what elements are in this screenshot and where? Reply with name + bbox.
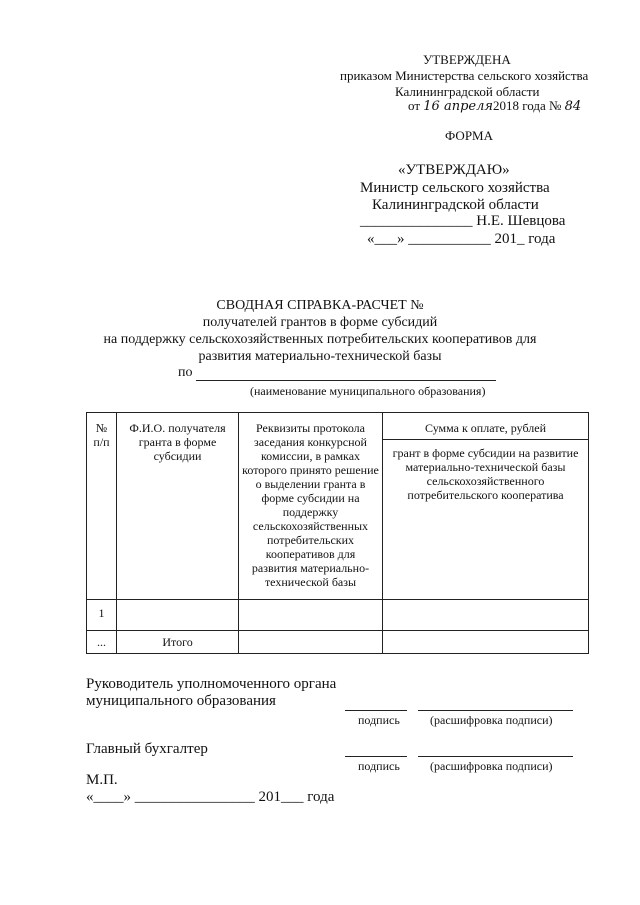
header-sum: Сумма к оплате, рублей bbox=[383, 413, 589, 440]
head-line-2: муниципального образования bbox=[86, 693, 276, 709]
header-rekvizity: Реквизиты протокола заседания конкурсной комиссии, в рамках которого принято решение о выделении гранта в форме субсидии на поддержку сельскохозяйственных потребительских кооперативов для развития материально-технической базы bbox=[239, 413, 383, 600]
po-caption: (наименование муниципального образования) bbox=[250, 384, 486, 398]
head-decoding-underline bbox=[418, 710, 573, 711]
approval-date-mid: 2018 года № bbox=[492, 98, 562, 113]
doc-title-line-1: СВОДНАЯ СПРАВКА-РАСЧЕТ № bbox=[216, 298, 424, 313]
approve-line-2: Калининградской области bbox=[372, 197, 539, 213]
row2-num: ... bbox=[87, 631, 117, 654]
doc-title-line-3: на поддержку сельскохозяйственных потребительских кооперативов для bbox=[103, 332, 537, 347]
header-num: № п/п bbox=[87, 413, 117, 600]
approval-line-3: Калининградской области bbox=[395, 84, 540, 99]
po-label: по bbox=[178, 365, 193, 380]
recipients-table bbox=[86, 412, 589, 654]
doc-title-line-4: развития материально-технической базы bbox=[198, 349, 442, 364]
head-line-1: Руководитель уполномоченного органа bbox=[86, 676, 337, 692]
approve-name: Н.Е. Шевцова bbox=[476, 213, 566, 229]
row1-rekvizity bbox=[239, 600, 383, 631]
approve-date: «___» ___________ 201_ года bbox=[367, 231, 556, 247]
accountant-decoding-caption: (расшифровка подписи) bbox=[430, 759, 553, 773]
form-label: ФОРМА bbox=[445, 128, 493, 143]
row2-sum bbox=[383, 631, 589, 654]
approval-line-1: УТВЕРЖДЕНА bbox=[423, 52, 511, 67]
approve-signature-line: _______________ bbox=[360, 213, 473, 229]
approve-title: «УТВЕРЖДАЮ» bbox=[398, 162, 510, 178]
table-header-row bbox=[87, 413, 589, 440]
header-sum-sub: грант в форме субсидии на развитие материально-технической базы сельскохозяйственного потребительского кооператива bbox=[383, 440, 589, 600]
approval-date-prefix: от bbox=[408, 98, 421, 113]
approval-line-2: приказом Министерства сельского хозяйства bbox=[340, 68, 589, 83]
row2-rekvizity bbox=[239, 631, 383, 654]
accountant-podpis-caption: подпись bbox=[358, 759, 400, 773]
head-podpis-caption: подпись bbox=[358, 713, 400, 727]
approval-date-handwritten: 16 апреля bbox=[423, 99, 493, 114]
row1-sum bbox=[383, 600, 589, 631]
head-signature-underline bbox=[345, 710, 407, 711]
bottom-date: «____» ________________ 201___ года bbox=[86, 789, 335, 805]
accountant-decoding-underline bbox=[418, 756, 573, 757]
approve-line-1: Министр сельского хозяйства bbox=[360, 180, 550, 196]
po-underline bbox=[196, 380, 496, 381]
row2-label: Итого bbox=[117, 631, 239, 654]
row1-fio bbox=[117, 600, 239, 631]
head-decoding-caption: (расшифровка подписи) bbox=[430, 713, 553, 727]
approval-date bbox=[408, 98, 581, 114]
accountant-label: Главный бухгалтер bbox=[86, 741, 208, 757]
header-fio: Ф.И.О. получателя гранта в форме субсидии bbox=[117, 413, 239, 600]
row1-num: 1 bbox=[87, 600, 117, 631]
table-row bbox=[87, 600, 589, 631]
accountant-signature-underline bbox=[345, 756, 407, 757]
approve-signature bbox=[360, 213, 565, 230]
mp-label: М.П. bbox=[86, 772, 118, 788]
table-row-total bbox=[87, 631, 589, 654]
approval-number-handwritten: 84 bbox=[564, 99, 582, 114]
doc-title-line-2: получателей грантов в форме субсидий bbox=[202, 315, 438, 330]
